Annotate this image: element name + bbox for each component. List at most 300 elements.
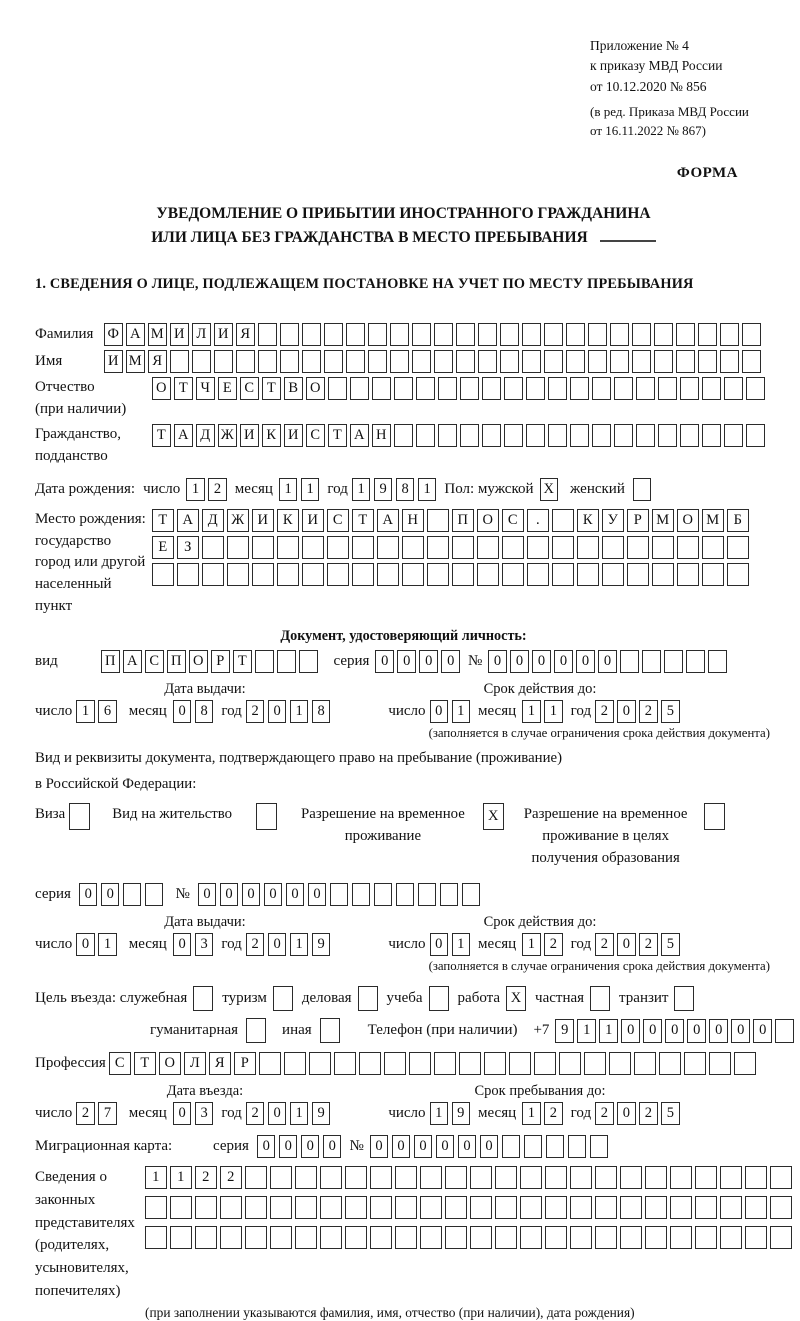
- form-cell[interactable]: [434, 1052, 456, 1075]
- form-cell[interactable]: [502, 563, 524, 586]
- form-cell[interactable]: [302, 536, 324, 559]
- form-cell[interactable]: [652, 536, 674, 559]
- form-cell[interactable]: [495, 1196, 517, 1219]
- form-cell[interactable]: [634, 1052, 656, 1075]
- form-cell[interactable]: Ж: [218, 424, 237, 447]
- form-cell[interactable]: [280, 323, 299, 346]
- form-cell[interactable]: [552, 563, 574, 586]
- form-cell[interactable]: Т: [328, 424, 347, 447]
- form-cell[interactable]: Т: [233, 650, 252, 673]
- form-cell[interactable]: Р: [627, 509, 649, 532]
- form-cell[interactable]: 0: [268, 933, 287, 956]
- form-cell[interactable]: 1: [522, 1102, 541, 1125]
- form-cell[interactable]: [145, 1226, 167, 1249]
- form-cell[interactable]: И: [302, 509, 324, 532]
- form-cell[interactable]: [327, 536, 349, 559]
- form-cell[interactable]: [459, 1052, 481, 1075]
- form-cell[interactable]: 9: [452, 1102, 471, 1125]
- form-cell[interactable]: [602, 536, 624, 559]
- form-cell[interactable]: [170, 350, 189, 373]
- form-cell[interactable]: [502, 1135, 521, 1158]
- form-cell[interactable]: [345, 1226, 367, 1249]
- form-cell[interactable]: [720, 323, 739, 346]
- form-cell[interactable]: [227, 563, 249, 586]
- form-cell[interactable]: [620, 1226, 642, 1249]
- form-cell[interactable]: 2: [246, 1102, 265, 1125]
- form-cell[interactable]: [456, 350, 475, 373]
- form-cell[interactable]: [440, 883, 459, 906]
- form-cell[interactable]: 0: [598, 650, 617, 673]
- form-cell[interactable]: 8: [312, 700, 331, 723]
- form-cell[interactable]: [277, 650, 296, 673]
- form-cell[interactable]: Е: [152, 536, 174, 559]
- form-cell[interactable]: 3: [195, 1102, 214, 1125]
- form-cell[interactable]: [427, 509, 449, 532]
- form-cell[interactable]: [734, 1052, 756, 1075]
- form-cell[interactable]: [330, 883, 349, 906]
- form-cell[interactable]: Р: [234, 1052, 256, 1075]
- form-cell[interactable]: [746, 424, 765, 447]
- form-cell[interactable]: [328, 377, 347, 400]
- form-cell[interactable]: [664, 650, 683, 673]
- form-cell[interactable]: [273, 986, 293, 1011]
- form-cell[interactable]: 9: [374, 478, 393, 501]
- form-cell[interactable]: 1: [290, 1102, 309, 1125]
- form-cell[interactable]: [520, 1196, 542, 1219]
- form-cell[interactable]: [677, 563, 699, 586]
- form-cell[interactable]: [670, 1196, 692, 1219]
- form-cell[interactable]: [727, 563, 749, 586]
- purpose-official-checkbox[interactable]: [193, 986, 213, 1011]
- form-cell[interactable]: [614, 424, 633, 447]
- form-cell[interactable]: [674, 986, 694, 1011]
- form-cell[interactable]: [658, 377, 677, 400]
- form-cell[interactable]: [500, 350, 519, 373]
- form-cell[interactable]: М: [126, 350, 145, 373]
- form-cell[interactable]: И: [284, 424, 303, 447]
- form-cell[interactable]: [652, 563, 674, 586]
- form-cell[interactable]: [402, 536, 424, 559]
- form-cell[interactable]: [590, 986, 610, 1011]
- form-cell[interactable]: [295, 1196, 317, 1219]
- form-cell[interactable]: [220, 1196, 242, 1219]
- form-cell[interactable]: 1: [352, 478, 371, 501]
- form-cell[interactable]: [412, 323, 431, 346]
- form-cell[interactable]: [202, 563, 224, 586]
- form-cell[interactable]: [614, 377, 633, 400]
- form-cell[interactable]: [429, 986, 449, 1011]
- form-cell[interactable]: П: [101, 650, 120, 673]
- form-cell[interactable]: [270, 1226, 292, 1249]
- form-cell[interactable]: [645, 1196, 667, 1219]
- form-cell[interactable]: 6: [98, 700, 117, 723]
- form-cell[interactable]: О: [306, 377, 325, 400]
- purpose-work-checkbox[interactable]: [506, 986, 526, 1011]
- form-cell[interactable]: [702, 424, 721, 447]
- form-cell[interactable]: [350, 377, 369, 400]
- form-cell[interactable]: [702, 377, 721, 400]
- form-cell[interactable]: 0: [753, 1019, 772, 1043]
- form-cell[interactable]: [456, 323, 475, 346]
- form-cell[interactable]: [609, 1052, 631, 1075]
- form-cell[interactable]: X: [506, 986, 526, 1011]
- form-cell[interactable]: О: [189, 650, 208, 673]
- form-cell[interactable]: Ч: [196, 377, 215, 400]
- form-cell[interactable]: 0: [323, 1135, 342, 1158]
- form-cell[interactable]: 0: [436, 1135, 455, 1158]
- form-cell[interactable]: [420, 1166, 442, 1189]
- form-cell[interactable]: [152, 563, 174, 586]
- form-cell[interactable]: [546, 1135, 565, 1158]
- form-cell[interactable]: Л: [184, 1052, 206, 1075]
- form-cell[interactable]: 0: [709, 1019, 728, 1043]
- form-cell[interactable]: 2: [639, 1102, 658, 1125]
- form-cell[interactable]: [299, 650, 318, 673]
- female-checkbox[interactable]: [633, 478, 652, 501]
- form-cell[interactable]: [445, 1166, 467, 1189]
- purpose-study-checkbox[interactable]: [429, 986, 449, 1011]
- form-cell[interactable]: 1: [452, 700, 471, 723]
- form-cell[interactable]: [595, 1166, 617, 1189]
- form-cell[interactable]: [568, 1135, 587, 1158]
- visa-checkbox[interactable]: [69, 803, 90, 830]
- form-cell[interactable]: [522, 350, 541, 373]
- form-cell[interactable]: 0: [617, 1102, 636, 1125]
- form-cell[interactable]: И: [170, 323, 189, 346]
- form-cell[interactable]: [368, 323, 387, 346]
- form-cell[interactable]: [170, 1226, 192, 1249]
- form-cell[interactable]: 9: [312, 1102, 331, 1125]
- form-cell[interactable]: [470, 1166, 492, 1189]
- purpose-transit-checkbox[interactable]: [674, 986, 694, 1011]
- form-cell[interactable]: 0: [268, 1102, 287, 1125]
- form-cell[interactable]: [520, 1226, 542, 1249]
- form-cell[interactable]: 8: [195, 700, 214, 723]
- form-cell[interactable]: [570, 1196, 592, 1219]
- form-cell[interactable]: [377, 563, 399, 586]
- form-cell[interactable]: [416, 377, 435, 400]
- form-cell[interactable]: [670, 1166, 692, 1189]
- form-cell[interactable]: [478, 350, 497, 373]
- form-cell[interactable]: [394, 424, 413, 447]
- form-cell[interactable]: 1: [599, 1019, 618, 1043]
- form-cell[interactable]: 0: [375, 650, 394, 673]
- form-cell[interactable]: [252, 536, 274, 559]
- form-cell[interactable]: [420, 1196, 442, 1219]
- form-cell[interactable]: [645, 1166, 667, 1189]
- form-cell[interactable]: [588, 323, 607, 346]
- form-cell[interactable]: 1: [145, 1166, 167, 1189]
- form-cell[interactable]: [632, 323, 651, 346]
- form-cell[interactable]: [527, 536, 549, 559]
- form-cell[interactable]: [477, 536, 499, 559]
- form-cell[interactable]: 8: [396, 478, 415, 501]
- form-cell[interactable]: 1: [301, 478, 320, 501]
- form-cell[interactable]: [245, 1166, 267, 1189]
- male-checkbox[interactable]: [540, 478, 559, 501]
- form-cell[interactable]: [642, 650, 661, 673]
- form-cell[interactable]: И: [214, 323, 233, 346]
- form-cell[interactable]: [258, 323, 277, 346]
- form-cell[interactable]: [500, 323, 519, 346]
- form-cell[interactable]: [745, 1226, 767, 1249]
- form-cell[interactable]: 0: [430, 933, 449, 956]
- form-cell[interactable]: [390, 323, 409, 346]
- form-cell[interactable]: [658, 424, 677, 447]
- form-cell[interactable]: 1: [98, 933, 117, 956]
- form-cell[interactable]: [412, 350, 431, 373]
- form-cell[interactable]: [545, 1196, 567, 1219]
- form-cell[interactable]: [462, 883, 481, 906]
- form-cell[interactable]: [770, 1226, 792, 1249]
- form-cell[interactable]: [193, 986, 213, 1011]
- form-cell[interactable]: [460, 424, 479, 447]
- form-cell[interactable]: М: [702, 509, 724, 532]
- form-cell[interactable]: [570, 377, 589, 400]
- form-cell[interactable]: [592, 424, 611, 447]
- form-cell[interactable]: [395, 1226, 417, 1249]
- form-cell[interactable]: [676, 350, 695, 373]
- form-cell[interactable]: [684, 1052, 706, 1075]
- form-cell[interactable]: [395, 1166, 417, 1189]
- form-cell[interactable]: [214, 350, 233, 373]
- form-cell[interactable]: 0: [480, 1135, 499, 1158]
- form-cell[interactable]: А: [177, 509, 199, 532]
- form-cell[interactable]: И: [104, 350, 123, 373]
- form-cell[interactable]: [352, 536, 374, 559]
- form-cell[interactable]: [695, 1166, 717, 1189]
- form-cell[interactable]: [418, 883, 437, 906]
- form-cell[interactable]: [544, 323, 563, 346]
- form-cell[interactable]: [438, 424, 457, 447]
- form-cell[interactable]: М: [652, 509, 674, 532]
- form-cell[interactable]: Т: [174, 377, 193, 400]
- form-cell[interactable]: [636, 377, 655, 400]
- form-cell[interactable]: [320, 1018, 340, 1043]
- form-cell[interactable]: 1: [290, 933, 309, 956]
- form-cell[interactable]: [654, 323, 673, 346]
- form-cell[interactable]: [545, 1166, 567, 1189]
- form-cell[interactable]: [195, 1196, 217, 1219]
- form-cell[interactable]: [394, 377, 413, 400]
- form-cell[interactable]: [724, 424, 743, 447]
- form-cell[interactable]: [346, 350, 365, 373]
- form-cell[interactable]: А: [174, 424, 193, 447]
- form-cell[interactable]: [632, 350, 651, 373]
- form-cell[interactable]: [277, 563, 299, 586]
- form-cell[interactable]: [686, 650, 705, 673]
- form-cell[interactable]: 2: [595, 1102, 614, 1125]
- form-cell[interactable]: [236, 350, 255, 373]
- form-cell[interactable]: 0: [257, 1135, 276, 1158]
- form-cell[interactable]: З: [177, 536, 199, 559]
- form-cell[interactable]: 0: [264, 883, 283, 906]
- form-cell[interactable]: О: [152, 377, 171, 400]
- form-cell[interactable]: 1: [186, 478, 205, 501]
- form-cell[interactable]: Ф: [104, 323, 123, 346]
- form-cell[interactable]: 0: [392, 1135, 411, 1158]
- form-cell[interactable]: 0: [488, 650, 507, 673]
- form-cell[interactable]: [698, 323, 717, 346]
- form-cell[interactable]: 0: [101, 883, 120, 906]
- form-cell[interactable]: [255, 650, 274, 673]
- form-cell[interactable]: [484, 1052, 506, 1075]
- form-cell[interactable]: [627, 563, 649, 586]
- form-cell[interactable]: [677, 536, 699, 559]
- form-cell[interactable]: [258, 350, 277, 373]
- form-cell[interactable]: [259, 1052, 281, 1075]
- form-cell[interactable]: В: [284, 377, 303, 400]
- form-cell[interactable]: 2: [76, 1102, 95, 1125]
- form-cell[interactable]: [720, 1166, 742, 1189]
- form-cell[interactable]: 0: [621, 1019, 640, 1043]
- purpose-private-checkbox[interactable]: [590, 986, 610, 1011]
- form-cell[interactable]: [627, 536, 649, 559]
- form-cell[interactable]: П: [452, 509, 474, 532]
- form-cell[interactable]: [502, 536, 524, 559]
- form-cell[interactable]: 1: [577, 1019, 596, 1043]
- form-cell[interactable]: [460, 377, 479, 400]
- form-cell[interactable]: 0: [76, 933, 95, 956]
- form-cell[interactable]: Ж: [227, 509, 249, 532]
- form-cell[interactable]: [345, 1196, 367, 1219]
- form-cell[interactable]: [334, 1052, 356, 1075]
- form-cell[interactable]: [309, 1052, 331, 1075]
- form-cell[interactable]: [324, 350, 343, 373]
- form-cell[interactable]: [320, 1166, 342, 1189]
- form-cell[interactable]: [698, 350, 717, 373]
- form-cell[interactable]: [620, 650, 639, 673]
- form-cell[interactable]: [595, 1196, 617, 1219]
- form-cell[interactable]: 0: [268, 700, 287, 723]
- form-cell[interactable]: [302, 563, 324, 586]
- form-cell[interactable]: 1: [544, 700, 563, 723]
- form-cell[interactable]: 0: [301, 1135, 320, 1158]
- form-cell[interactable]: 7: [98, 1102, 117, 1125]
- form-cell[interactable]: [434, 350, 453, 373]
- form-cell[interactable]: [610, 350, 629, 373]
- form-cell[interactable]: [570, 1226, 592, 1249]
- form-cell[interactable]: С: [109, 1052, 131, 1075]
- temp-residence-edu-checkbox[interactable]: [704, 803, 725, 830]
- form-cell[interactable]: [438, 377, 457, 400]
- form-cell[interactable]: А: [123, 650, 142, 673]
- form-cell[interactable]: 0: [617, 933, 636, 956]
- form-cell[interactable]: 1: [430, 1102, 449, 1125]
- form-cell[interactable]: [520, 1166, 542, 1189]
- form-cell[interactable]: [742, 323, 761, 346]
- form-cell[interactable]: [620, 1196, 642, 1219]
- form-cell[interactable]: 1: [452, 933, 471, 956]
- form-cell[interactable]: [746, 377, 765, 400]
- form-cell[interactable]: [482, 424, 501, 447]
- form-cell[interactable]: [195, 1226, 217, 1249]
- form-cell[interactable]: 1: [522, 933, 541, 956]
- form-cell[interactable]: А: [350, 424, 369, 447]
- form-cell[interactable]: [620, 1166, 642, 1189]
- form-cell[interactable]: [324, 323, 343, 346]
- form-cell[interactable]: [359, 1052, 381, 1075]
- form-cell[interactable]: 0: [198, 883, 217, 906]
- form-cell[interactable]: [320, 1226, 342, 1249]
- form-cell[interactable]: [775, 1019, 794, 1043]
- form-cell[interactable]: [427, 536, 449, 559]
- form-cell[interactable]: [680, 377, 699, 400]
- form-cell[interactable]: [680, 424, 699, 447]
- form-cell[interactable]: [742, 350, 761, 373]
- form-cell[interactable]: [708, 650, 727, 673]
- form-cell[interactable]: [245, 1226, 267, 1249]
- form-cell[interactable]: О: [677, 509, 699, 532]
- form-cell[interactable]: [370, 1196, 392, 1219]
- form-cell[interactable]: [295, 1166, 317, 1189]
- form-cell[interactable]: [548, 424, 567, 447]
- form-cell[interactable]: [495, 1166, 517, 1189]
- purpose-other-checkbox[interactable]: [320, 1018, 340, 1043]
- form-cell[interactable]: 0: [220, 883, 239, 906]
- form-cell[interactable]: 5: [661, 1102, 680, 1125]
- form-cell[interactable]: 0: [308, 883, 327, 906]
- form-cell[interactable]: [377, 536, 399, 559]
- form-cell[interactable]: 0: [370, 1135, 389, 1158]
- form-cell[interactable]: [420, 1226, 442, 1249]
- form-cell[interactable]: [570, 1166, 592, 1189]
- form-cell[interactable]: [302, 350, 321, 373]
- purpose-humanitarian-checkbox[interactable]: [246, 1018, 266, 1043]
- form-cell[interactable]: [720, 1226, 742, 1249]
- form-cell[interactable]: [270, 1196, 292, 1219]
- form-cell[interactable]: К: [577, 509, 599, 532]
- form-cell[interactable]: К: [277, 509, 299, 532]
- form-cell[interactable]: [526, 377, 545, 400]
- form-cell[interactable]: [477, 563, 499, 586]
- form-cell[interactable]: 0: [279, 1135, 298, 1158]
- form-cell[interactable]: И: [252, 509, 274, 532]
- form-cell[interactable]: [602, 563, 624, 586]
- form-cell[interactable]: 2: [544, 1102, 563, 1125]
- form-cell[interactable]: О: [159, 1052, 181, 1075]
- form-cell[interactable]: [345, 1166, 367, 1189]
- form-cell[interactable]: [390, 350, 409, 373]
- form-cell[interactable]: 3: [195, 933, 214, 956]
- form-cell[interactable]: [633, 478, 652, 501]
- form-cell[interactable]: [384, 1052, 406, 1075]
- form-cell[interactable]: [724, 377, 743, 400]
- purpose-tourism-checkbox[interactable]: [273, 986, 293, 1011]
- form-cell[interactable]: [548, 377, 567, 400]
- form-cell[interactable]: М: [148, 323, 167, 346]
- form-cell[interactable]: [374, 883, 393, 906]
- form-cell[interactable]: [727, 536, 749, 559]
- form-cell[interactable]: С: [502, 509, 524, 532]
- form-cell[interactable]: 1: [418, 478, 437, 501]
- form-cell[interactable]: 0: [242, 883, 261, 906]
- form-cell[interactable]: [720, 1196, 742, 1219]
- form-cell[interactable]: 0: [397, 650, 416, 673]
- purpose-business-checkbox[interactable]: [358, 986, 378, 1011]
- form-cell[interactable]: [566, 350, 585, 373]
- form-cell[interactable]: [636, 424, 655, 447]
- form-cell[interactable]: 5: [661, 700, 680, 723]
- temp-residence-checkbox[interactable]: [483, 803, 504, 830]
- form-cell[interactable]: [252, 563, 274, 586]
- form-cell[interactable]: [284, 1052, 306, 1075]
- form-cell[interactable]: 0: [687, 1019, 706, 1043]
- form-cell[interactable]: [402, 563, 424, 586]
- form-cell[interactable]: [704, 803, 725, 830]
- form-cell[interactable]: [702, 536, 724, 559]
- form-cell[interactable]: [545, 1226, 567, 1249]
